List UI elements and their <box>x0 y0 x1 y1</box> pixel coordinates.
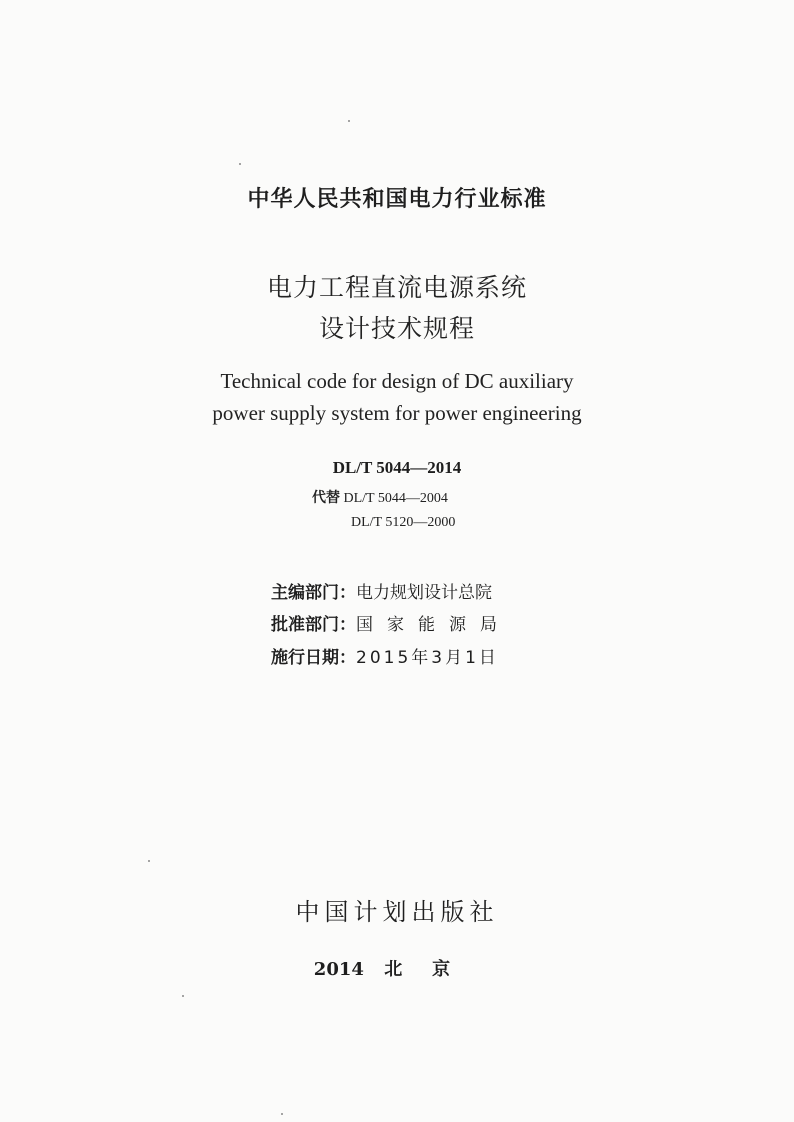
effective-value: 2015年3月1日 <box>356 648 499 668</box>
replaces-line-1 <box>312 487 448 507</box>
publication-place <box>0 955 794 981</box>
replaces-line-2 <box>351 515 455 531</box>
replaced-standard: DL/T 5120—2000 <box>351 515 456 530</box>
publication-city: 北京 <box>384 959 481 980</box>
scan-speck <box>281 1113 283 1115</box>
replaced-standard: DL/T 5044—2004 <box>343 491 448 506</box>
effective-label: 施行日期： <box>271 648 356 668</box>
editor-department <box>271 578 492 603</box>
effective-date <box>271 643 499 668</box>
scan-speck <box>182 995 184 997</box>
standard-number: DL/T 5044—2014 <box>332 458 462 477</box>
editor-label: 主编部门： <box>271 583 356 603</box>
replaces-label: 代替 <box>312 490 340 506</box>
publication-year: 2014 <box>313 959 364 980</box>
scan-speck <box>148 860 150 862</box>
scan-speck <box>239 163 241 165</box>
publisher-name: 中国计划出版社 <box>295 898 499 926</box>
approver-value: 国家能源局 <box>356 615 511 635</box>
scan-speck <box>348 120 350 122</box>
approver-label: 批准部门： <box>271 615 356 635</box>
document-title-en-line1: Technical code for design of DC auxiliary <box>220 369 574 393</box>
editor-value: 电力规划设计总院 <box>356 583 492 603</box>
document-title-cn-line2: 设计技术规程 <box>318 314 475 343</box>
standard-type-heading: 中华人民共和国电力行业标准 <box>247 187 547 212</box>
document-title-en-line2: power supply system for power engineering <box>212 401 582 425</box>
approver-department <box>271 610 511 635</box>
document-title-cn-line1: 电力工程直流电源系统 <box>266 273 527 302</box>
